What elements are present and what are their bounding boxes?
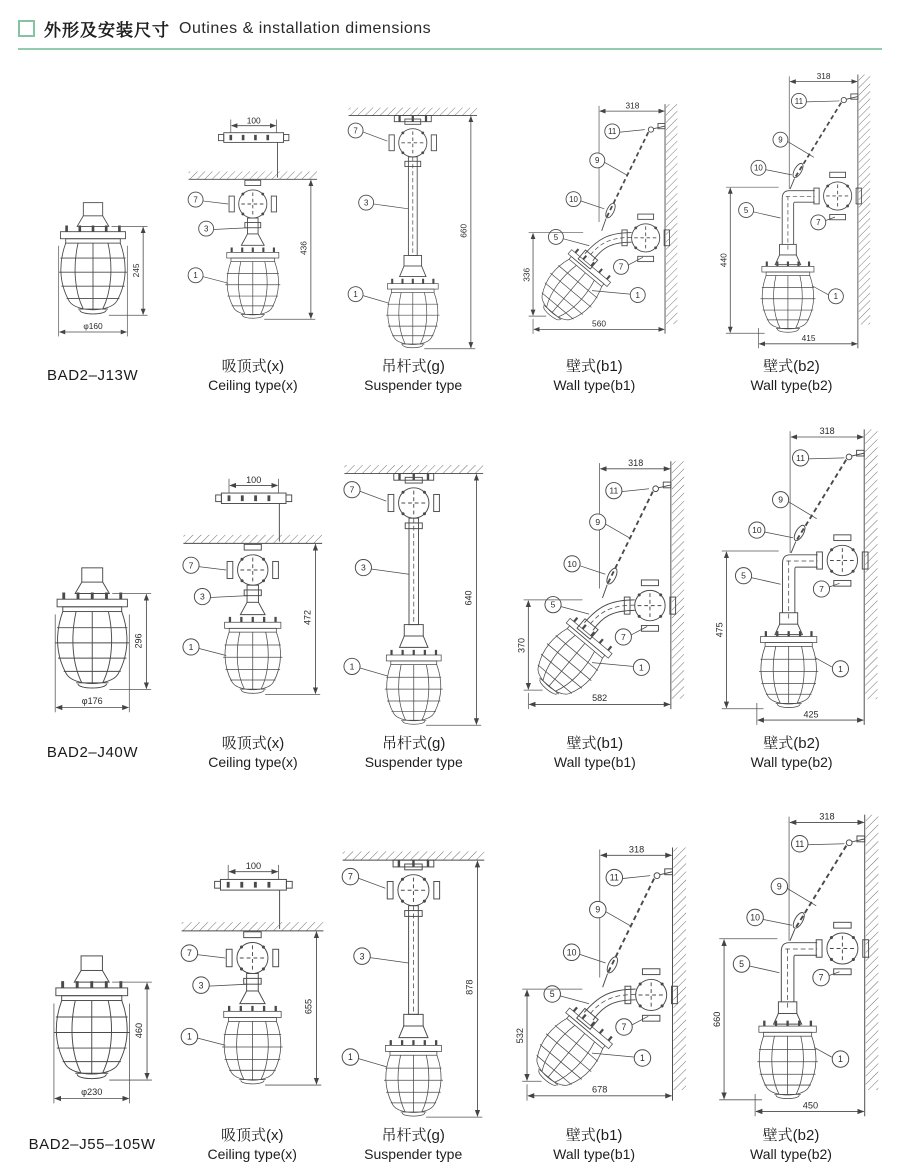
callout-1: 1 xyxy=(837,663,843,674)
callout-3: 3 xyxy=(204,224,209,234)
dim-suspender-height: 640 xyxy=(463,590,474,606)
column-label-zh: 壁式(b1) xyxy=(566,734,624,752)
column-label xyxy=(751,731,833,775)
callout-1: 1 xyxy=(834,291,839,301)
dim-suspender-height: 878 xyxy=(464,979,475,995)
dim-ceiling-height: 655 xyxy=(303,998,314,1015)
callout-7: 7 xyxy=(193,195,198,205)
ceiling-type-drawing xyxy=(178,116,328,354)
wall-type-b2-drawing xyxy=(694,803,888,1123)
callout-1: 1 xyxy=(353,289,359,299)
ceiling-type-cell xyxy=(173,116,332,398)
section-header xyxy=(10,10,890,50)
column-label xyxy=(207,1123,296,1167)
column-label-zh: 吊杆式(g) xyxy=(381,1126,445,1144)
column-label xyxy=(553,354,635,398)
column-label-en: Wall type(b1) xyxy=(553,1145,636,1162)
green-square-bullet-icon xyxy=(18,20,35,37)
dim-b2-top: 318 xyxy=(819,811,835,822)
suspender-type-cell xyxy=(333,90,494,398)
column-label xyxy=(364,354,462,398)
lamp-outline-cell xyxy=(12,565,173,775)
column-label-en: Suspender type xyxy=(364,753,463,770)
callout-7: 7 xyxy=(621,1022,627,1033)
dim-lamp-height: 245 xyxy=(130,263,141,278)
column-label-zh: 吊杆式(g) xyxy=(382,734,446,752)
dim-bracket-width: 100 xyxy=(245,861,261,872)
column-label xyxy=(554,731,636,775)
model-label: BAD2–J40W xyxy=(46,743,139,761)
ceiling-type-cell xyxy=(173,475,333,776)
column-label-zh: 壁式(b2) xyxy=(763,734,820,752)
callout-10: 10 xyxy=(566,947,577,958)
callout-3: 3 xyxy=(200,591,206,602)
callout-10: 10 xyxy=(754,163,764,173)
ceiling-type-drawing xyxy=(172,475,334,732)
figure-rows xyxy=(10,50,890,1167)
lamp-outline-drawing xyxy=(19,953,165,1123)
column-label xyxy=(208,354,297,398)
lamp-outline-drawing xyxy=(21,565,164,731)
wall-type-b2-cell xyxy=(695,64,888,398)
dim-b1-top: 318 xyxy=(628,457,644,468)
callout-7: 7 xyxy=(818,972,824,983)
callout-1: 1 xyxy=(349,661,355,672)
product-row xyxy=(12,398,888,775)
callout-11: 11 xyxy=(608,127,617,137)
column-label-zh: 壁式(b1) xyxy=(565,357,623,375)
column-label-en: Ceiling type(x) xyxy=(208,753,298,770)
callout-3: 3 xyxy=(361,562,366,573)
dim-lamp-diameter: φ230 xyxy=(81,1087,103,1098)
callout-10: 10 xyxy=(569,194,579,204)
dim-b1-top: 318 xyxy=(628,844,644,855)
dim-b2-width: 425 xyxy=(803,708,819,719)
column-label-en: Wall type(b2) xyxy=(750,1145,832,1162)
callout-1: 1 xyxy=(639,1053,645,1064)
dim-bracket-width: 100 xyxy=(246,474,262,485)
suspender-type-drawing xyxy=(333,446,495,731)
column-label xyxy=(750,354,832,398)
wall-type-b2-drawing xyxy=(697,418,887,732)
column-label-en: Suspender type xyxy=(364,1145,463,1162)
suspender-type-cell xyxy=(332,832,494,1167)
ceiling-type-cell xyxy=(172,861,332,1167)
column-label xyxy=(364,1123,462,1167)
callout-5: 5 xyxy=(553,232,559,242)
wall-type-b2-cell xyxy=(694,803,888,1167)
callout-11: 11 xyxy=(795,96,804,106)
callout-1: 1 xyxy=(193,271,198,281)
callout-1: 1 xyxy=(639,662,645,673)
lamp-outline-cell xyxy=(12,200,173,398)
column-label-zh: 壁式(b2) xyxy=(763,357,820,375)
callout-10: 10 xyxy=(750,912,760,923)
dim-b1-height: 336 xyxy=(521,267,532,282)
callout-1: 1 xyxy=(838,1054,843,1065)
dim-lamp-height: 460 xyxy=(134,1023,145,1039)
dim-lamp-diameter: φ176 xyxy=(82,695,103,706)
column-label-en: Ceiling type(x) xyxy=(208,376,298,393)
dim-b1-height: 370 xyxy=(517,637,528,654)
column-label-zh: 吸顶式(x) xyxy=(221,734,285,752)
column-label-en: Wall type(b1) xyxy=(553,753,636,770)
callout-1: 1 xyxy=(186,1031,192,1042)
wall-type-b1-drawing xyxy=(504,90,684,354)
column-label xyxy=(365,731,463,775)
callout-1: 1 xyxy=(635,290,641,300)
callout-7: 7 xyxy=(347,871,353,882)
dim-ceiling-height: 436 xyxy=(298,241,309,256)
wall-type-b1-cell xyxy=(494,90,695,398)
callout-1: 1 xyxy=(188,641,194,652)
callout-9: 9 xyxy=(595,156,600,166)
model-label-wrap xyxy=(47,354,138,398)
ceiling-type-drawing xyxy=(170,861,335,1123)
column-label-zh: 吸顶式(x) xyxy=(220,1126,284,1144)
column-label-en: Wall type(b2) xyxy=(750,753,833,770)
section-title-zh: 外形及安装尺寸 xyxy=(44,21,170,40)
callout-11: 11 xyxy=(795,452,805,463)
dim-b1-width: 678 xyxy=(591,1084,608,1095)
section-title-en: Outines & installation dimensions xyxy=(179,19,432,37)
wall-type-b1-cell xyxy=(494,832,694,1167)
dim-b1-width: 560 xyxy=(592,318,607,329)
model-label: BAD2–J55–105W xyxy=(28,1135,156,1153)
callout-11: 11 xyxy=(795,838,805,849)
wall-type-b1-drawing xyxy=(497,446,692,731)
callout-7: 7 xyxy=(816,217,821,227)
callout-7: 7 xyxy=(188,559,194,570)
dim-b1-width: 582 xyxy=(592,693,608,704)
wall-type-b2-drawing xyxy=(703,64,879,354)
callout-10: 10 xyxy=(567,558,578,569)
dim-lamp-height: 296 xyxy=(133,633,144,649)
suspender-type-drawing xyxy=(331,832,496,1123)
callout-1: 1 xyxy=(347,1052,353,1063)
callout-7: 7 xyxy=(818,583,824,594)
dim-b2-top: 318 xyxy=(819,425,835,436)
wall-type-b1-cell xyxy=(494,446,695,775)
column-label-zh: 壁式(b1) xyxy=(565,1126,623,1144)
product-row xyxy=(12,775,888,1167)
callout-11: 11 xyxy=(609,485,619,496)
column-label-zh: 壁式(b2) xyxy=(762,1126,820,1144)
callout-7: 7 xyxy=(349,484,355,495)
dim-b1-height: 532 xyxy=(514,1028,525,1044)
callout-3: 3 xyxy=(364,198,369,208)
wall-type-b2-cell xyxy=(695,418,888,776)
column-label-en: Suspender type xyxy=(364,376,463,393)
column-label-en: Wall type(b1) xyxy=(553,376,636,393)
callout-5: 5 xyxy=(740,570,746,581)
dim-b2-height: 440 xyxy=(719,252,730,267)
callout-9: 9 xyxy=(778,135,784,145)
model-label: BAD2–J13W xyxy=(46,366,139,384)
suspender-type-drawing xyxy=(338,90,488,354)
callout-9: 9 xyxy=(595,904,600,915)
column-label-en: Wall type(b2) xyxy=(750,376,833,393)
dim-b1-top: 318 xyxy=(625,100,640,111)
model-label-wrap xyxy=(47,731,138,775)
column-label xyxy=(208,731,297,775)
callout-9: 9 xyxy=(595,517,601,528)
callout-5: 5 xyxy=(744,205,749,215)
callout-3: 3 xyxy=(359,951,365,962)
dim-bracket-width: 100 xyxy=(246,116,261,126)
product-row xyxy=(12,50,888,398)
callout-11: 11 xyxy=(609,872,619,883)
column-label-zh: 吊杆式(g) xyxy=(381,357,445,375)
callout-5: 5 xyxy=(549,989,555,1000)
callout-5: 5 xyxy=(551,599,556,610)
column-label-zh: 吸顶式(x) xyxy=(221,357,285,375)
callout-7: 7 xyxy=(618,262,624,272)
dim-b2-top: 318 xyxy=(817,70,831,81)
wall-type-b1-drawing xyxy=(495,832,694,1123)
lamp-outline-cell xyxy=(12,953,172,1167)
callout-7: 7 xyxy=(186,948,192,959)
lamp-outline-drawing xyxy=(27,200,159,354)
callout-9: 9 xyxy=(776,881,782,892)
dim-ceiling-height: 472 xyxy=(302,609,313,625)
dim-b2-height: 660 xyxy=(712,1011,723,1027)
callout-9: 9 xyxy=(777,494,783,505)
column-label xyxy=(750,1123,832,1167)
callout-10: 10 xyxy=(751,524,762,535)
callout-7: 7 xyxy=(353,126,359,136)
suspender-type-cell xyxy=(333,446,495,775)
dim-b2-height: 475 xyxy=(714,621,725,637)
dim-lamp-diameter: φ160 xyxy=(82,320,103,331)
callout-7: 7 xyxy=(621,631,627,642)
model-label-wrap xyxy=(29,1123,156,1167)
dim-b2-width: 450 xyxy=(802,1100,819,1111)
column-label xyxy=(553,1123,635,1167)
column-label-en: Ceiling type(x) xyxy=(207,1145,297,1162)
dim-b2-width: 415 xyxy=(802,332,816,343)
callout-3: 3 xyxy=(198,980,204,991)
callout-5: 5 xyxy=(739,959,744,970)
dim-suspender-height: 660 xyxy=(458,223,469,238)
